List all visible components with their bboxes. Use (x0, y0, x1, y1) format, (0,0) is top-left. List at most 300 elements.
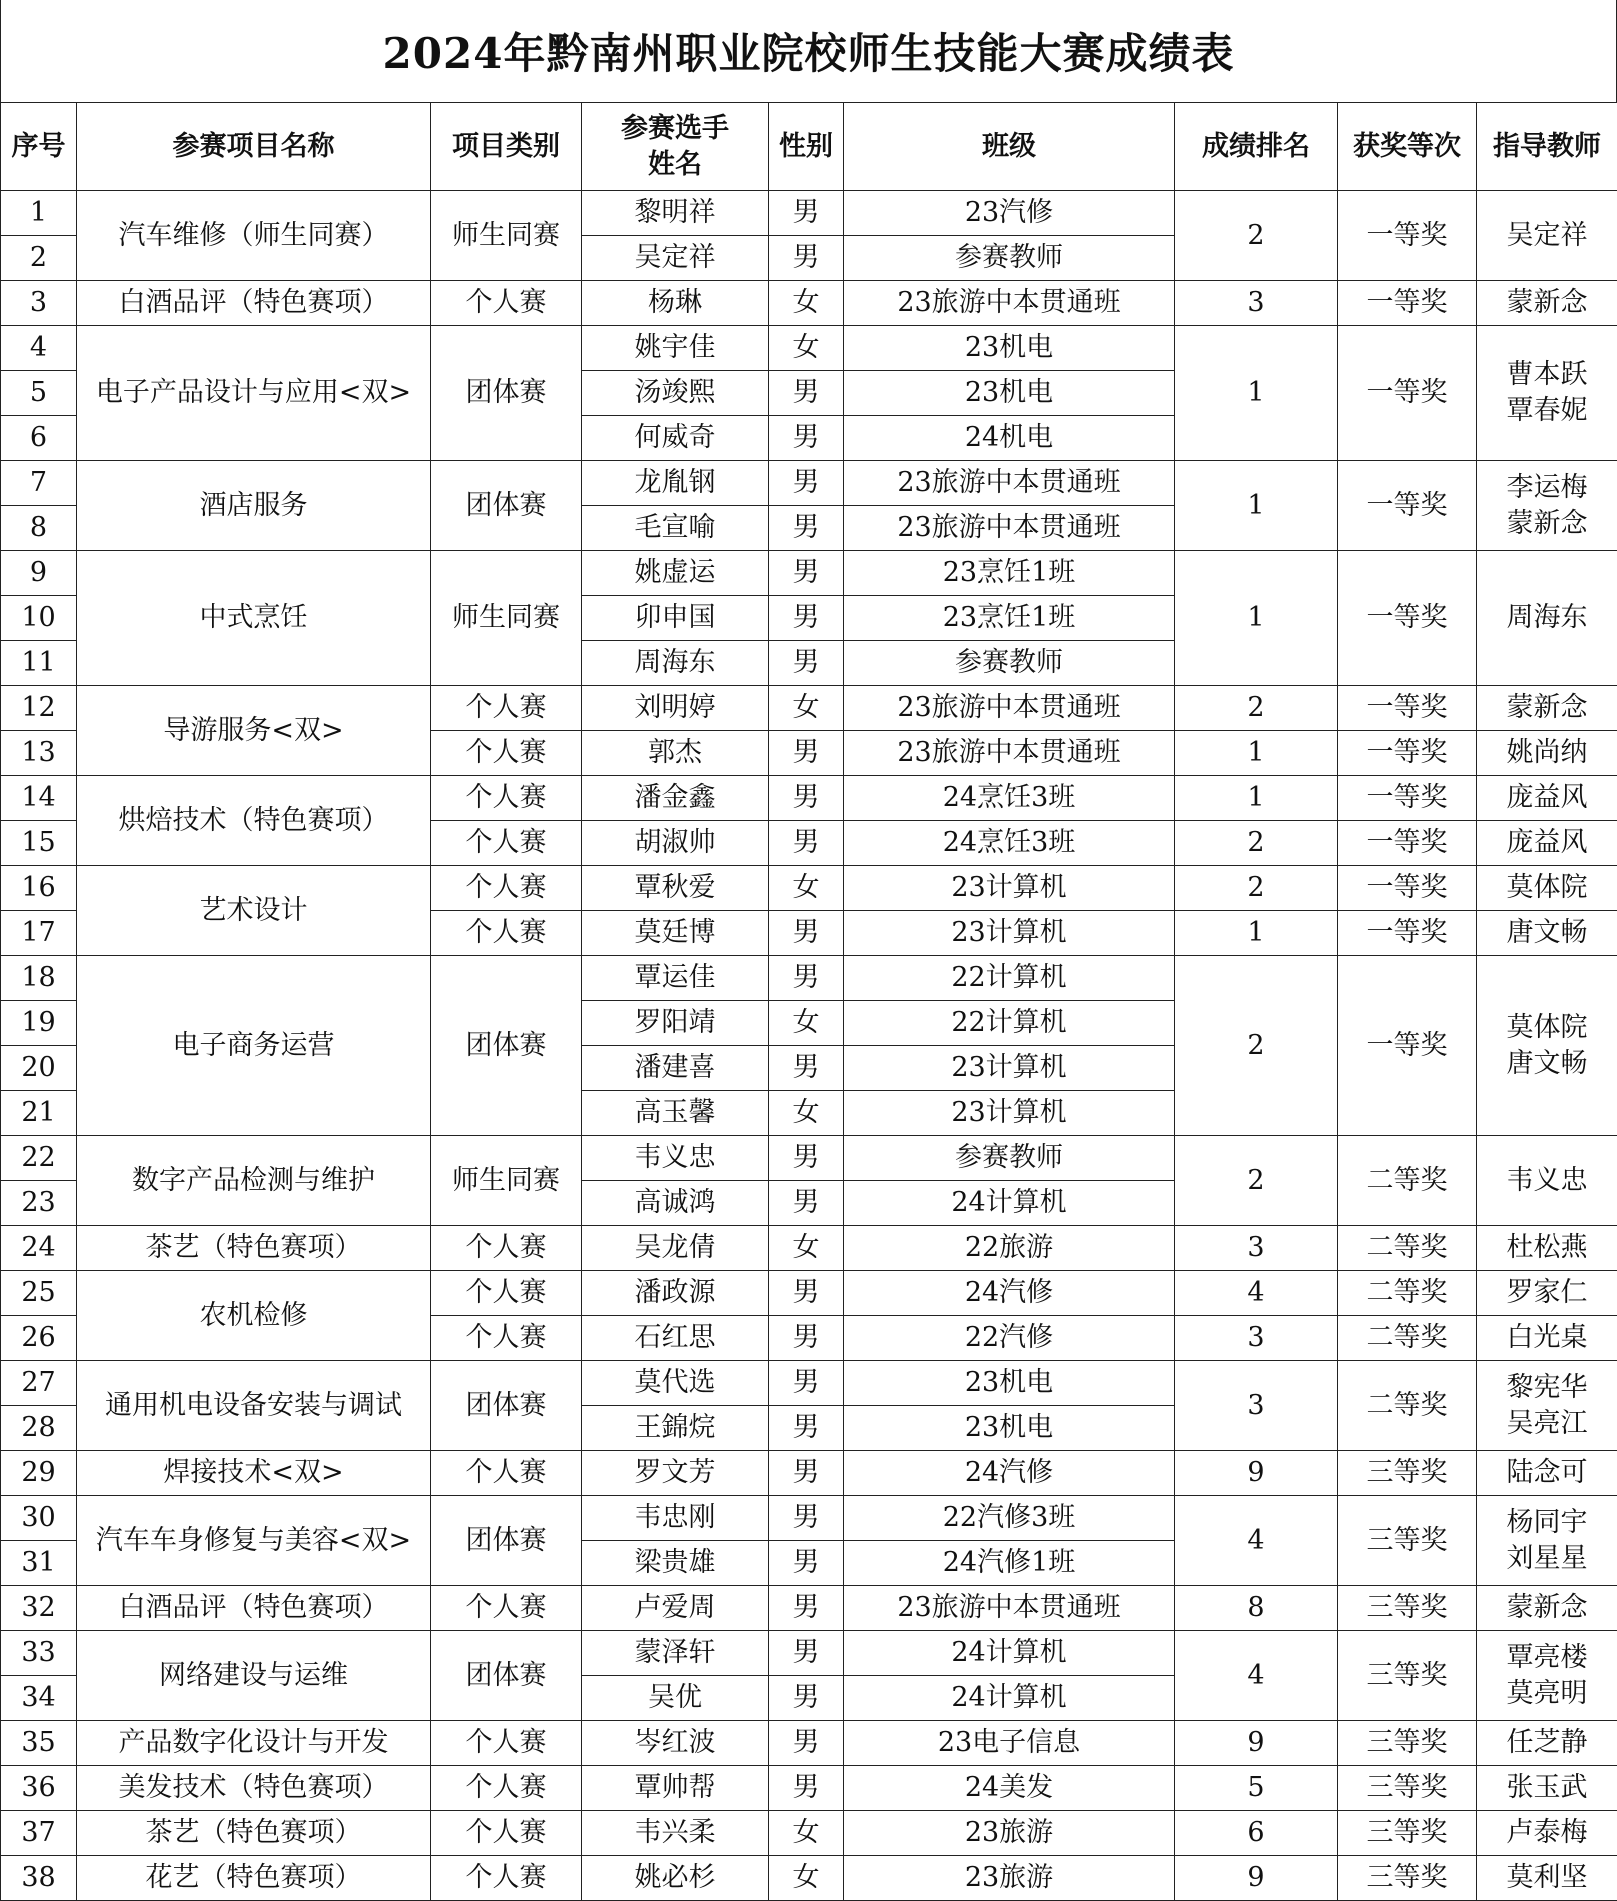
rank-cell: 3 (1175, 281, 1338, 326)
class-cell: 23机电 (844, 1406, 1175, 1451)
project-cell: 农机检修 (77, 1271, 431, 1361)
name-cell: 王錦烷 (582, 1406, 769, 1451)
name-cell: 黎明祥 (582, 191, 769, 236)
teacher-cell: 罗家仁 (1477, 1271, 1617, 1316)
award-cell: 一等奖 (1338, 731, 1477, 776)
table-row (1, 1856, 1617, 1901)
project-cell: 白酒品评（特色赛项） (77, 1586, 431, 1631)
project-cell: 产品数字化设计与开发 (77, 1721, 431, 1766)
seq-cell: 37 (1, 1811, 77, 1856)
class-cell: 23旅游中本贯通班 (844, 1586, 1175, 1631)
class-cell: 22计算机 (844, 1001, 1175, 1046)
rank-cell: 6 (1175, 1811, 1338, 1856)
teacher-cell: 杜松燕 (1477, 1226, 1617, 1271)
name-cell: 毛宣喻 (582, 506, 769, 551)
name-cell: 姚宇佳 (582, 326, 769, 371)
name-cell: 韦义忠 (582, 1136, 769, 1181)
table-row (1, 1811, 1617, 1856)
class-cell: 24汽修1班 (844, 1541, 1175, 1586)
table-row (1, 686, 1617, 731)
project-cell: 美发技术（特色赛项） (77, 1766, 431, 1811)
award-cell: 一等奖 (1338, 191, 1477, 281)
category-cell: 个人赛 (431, 731, 582, 776)
seq-cell: 27 (1, 1361, 77, 1406)
seq-cell: 4 (1, 326, 77, 371)
seq-cell: 25 (1, 1271, 77, 1316)
class-cell: 23计算机 (844, 911, 1175, 956)
seq-cell: 33 (1, 1631, 77, 1676)
gender-cell: 男 (769, 1316, 844, 1361)
table-row (1, 1766, 1617, 1811)
class-cell: 23旅游中本贯通班 (844, 281, 1175, 326)
rank-cell: 2 (1175, 1136, 1338, 1226)
seq-cell: 35 (1, 1721, 77, 1766)
award-cell: 三等奖 (1338, 1631, 1477, 1721)
category-cell: 个人赛 (431, 1316, 582, 1361)
table-row (1, 956, 1617, 1001)
category-cell: 个人赛 (431, 821, 582, 866)
project-cell: 中式烹饪 (77, 551, 431, 686)
gender-cell: 男 (769, 1541, 844, 1586)
header-gender: 性别 (769, 103, 844, 191)
teacher-cell: 吴定祥 (1477, 191, 1617, 281)
teacher-cell-line: 覃亮楼 (1506, 1641, 1588, 1673)
award-cell: 三等奖 (1338, 1451, 1477, 1496)
gender-cell: 男 (769, 1181, 844, 1226)
gender-cell: 男 (769, 641, 844, 686)
name-cell: 潘金鑫 (582, 776, 769, 821)
teacher-cell-line: 黎宪华 (1506, 1371, 1588, 1403)
rank-cell: 2 (1175, 956, 1338, 1136)
category-cell: 个人赛 (431, 1451, 582, 1496)
project-cell: 导游服务<双> (77, 686, 431, 776)
seq-cell: 18 (1, 956, 77, 1001)
rank-cell: 9 (1175, 1721, 1338, 1766)
name-cell: 刘明婷 (582, 686, 769, 731)
teacher-cell: 姚尚纳 (1477, 731, 1617, 776)
award-cell: 一等奖 (1338, 956, 1477, 1136)
table-row (1, 281, 1617, 326)
award-cell: 一等奖 (1338, 821, 1477, 866)
teacher-cell (1477, 461, 1617, 551)
gender-cell: 男 (769, 1496, 844, 1541)
teacher-cell: 卢泰梅 (1477, 1811, 1617, 1856)
gender-cell: 男 (769, 1586, 844, 1631)
seq-cell: 32 (1, 1586, 77, 1631)
table-row (1, 1496, 1617, 1541)
rank-cell: 2 (1175, 686, 1338, 731)
name-cell: 郭杰 (582, 731, 769, 776)
class-cell: 24烹饪3班 (844, 776, 1175, 821)
seq-cell: 21 (1, 1091, 77, 1136)
rank-cell: 2 (1175, 821, 1338, 866)
award-cell: 三等奖 (1338, 1586, 1477, 1631)
teacher-cell: 庞益风 (1477, 821, 1617, 866)
gender-cell: 男 (769, 1046, 844, 1091)
category-cell: 个人赛 (431, 1226, 582, 1271)
class-cell: 23计算机 (844, 1046, 1175, 1091)
gender-cell: 男 (769, 731, 844, 776)
project-cell: 艺术设计 (77, 866, 431, 956)
gender-cell: 女 (769, 1811, 844, 1856)
seq-cell: 26 (1, 1316, 77, 1361)
gender-cell: 男 (769, 1766, 844, 1811)
teacher-cell: 周海东 (1477, 551, 1617, 686)
gender-cell: 男 (769, 1676, 844, 1721)
rank-cell: 4 (1175, 1496, 1338, 1586)
teacher-cell-line: 莫体院 (1506, 1011, 1588, 1043)
seq-cell: 31 (1, 1541, 77, 1586)
header-class: 班级 (844, 103, 1175, 191)
project-cell: 茶艺（特色赛项） (77, 1226, 431, 1271)
gender-cell: 男 (769, 236, 844, 281)
class-cell: 23电子信息 (844, 1721, 1175, 1766)
project-cell: 电子产品设计与应用<双> (77, 326, 431, 461)
rank-cell: 9 (1175, 1856, 1338, 1901)
project-cell: 电子商务运营 (77, 956, 431, 1136)
seq-cell: 16 (1, 866, 77, 911)
category-cell: 团体赛 (431, 1496, 582, 1586)
gender-cell: 男 (769, 1406, 844, 1451)
project-cell: 汽车车身修复与美容<双> (77, 1496, 431, 1586)
seq-cell: 38 (1, 1856, 77, 1901)
category-cell: 团体赛 (431, 1631, 582, 1721)
teacher-cell-line: 刘星星 (1506, 1542, 1588, 1574)
seq-cell: 20 (1, 1046, 77, 1091)
name-cell: 卢爱周 (582, 1586, 769, 1631)
category-cell: 个人赛 (431, 1586, 582, 1631)
gender-cell: 男 (769, 1361, 844, 1406)
award-cell: 二等奖 (1338, 1226, 1477, 1271)
gender-cell: 男 (769, 461, 844, 506)
name-cell: 汤竣熙 (582, 371, 769, 416)
award-cell: 一等奖 (1338, 911, 1477, 956)
results-table (0, 102, 1617, 1901)
seq-cell: 30 (1, 1496, 77, 1541)
category-cell: 个人赛 (431, 1856, 582, 1901)
name-cell: 岑红波 (582, 1721, 769, 1766)
header-name-line1: 参赛选手 (621, 112, 729, 144)
sheet-title: 2024年黔南州职业院校师生技能大赛成绩表 (0, 0, 1617, 102)
category-cell: 个人赛 (431, 281, 582, 326)
seq-cell: 19 (1, 1001, 77, 1046)
gender-cell: 男 (769, 596, 844, 641)
class-cell: 24计算机 (844, 1631, 1175, 1676)
category-cell: 团体赛 (431, 1361, 582, 1451)
rank-cell: 1 (1175, 731, 1338, 776)
category-cell: 个人赛 (431, 911, 582, 956)
category-cell: 师生同赛 (431, 551, 582, 686)
rank-cell: 1 (1175, 326, 1338, 461)
award-cell: 二等奖 (1338, 1361, 1477, 1451)
gender-cell: 男 (769, 1721, 844, 1766)
class-cell: 23旅游中本贯通班 (844, 461, 1175, 506)
seq-cell: 9 (1, 551, 77, 596)
table-row (1, 1136, 1617, 1181)
gender-cell: 女 (769, 326, 844, 371)
class-cell: 24计算机 (844, 1181, 1175, 1226)
teacher-cell-line: 曹本跃 (1506, 359, 1588, 390)
seq-cell: 5 (1, 371, 77, 416)
class-cell: 参赛教师 (844, 1136, 1175, 1181)
table-row (1, 1721, 1617, 1766)
award-cell: 一等奖 (1338, 551, 1477, 686)
gender-cell: 女 (769, 1001, 844, 1046)
category-cell: 师生同赛 (431, 191, 582, 281)
project-cell: 汽车维修（师生同赛） (77, 191, 431, 281)
gender-cell: 男 (769, 956, 844, 1001)
class-cell: 24烹饪3班 (844, 821, 1175, 866)
seq-cell: 2 (1, 236, 77, 281)
seq-cell: 22 (1, 1136, 77, 1181)
teacher-cell: 陆念可 (1477, 1451, 1617, 1496)
category-cell: 团体赛 (431, 461, 582, 551)
teacher-cell (1477, 326, 1617, 461)
class-cell: 23机电 (844, 326, 1175, 371)
class-cell: 23汽修 (844, 191, 1175, 236)
teacher-cell-line: 莫亮明 (1506, 1677, 1588, 1709)
header-row (1, 103, 1617, 191)
name-cell: 石红思 (582, 1316, 769, 1361)
seq-cell: 10 (1, 596, 77, 641)
award-cell: 三等奖 (1338, 1766, 1477, 1811)
name-cell: 潘建喜 (582, 1046, 769, 1091)
award-cell: 三等奖 (1338, 1496, 1477, 1586)
rank-cell: 1 (1175, 461, 1338, 551)
seq-cell: 24 (1, 1226, 77, 1271)
seq-cell: 6 (1, 416, 77, 461)
class-cell: 22计算机 (844, 956, 1175, 1001)
name-cell: 覃秋爱 (582, 866, 769, 911)
teacher-cell: 任芝静 (1477, 1721, 1617, 1766)
seq-cell: 12 (1, 686, 77, 731)
seq-cell: 28 (1, 1406, 77, 1451)
gender-cell: 女 (769, 686, 844, 731)
award-cell: 二等奖 (1338, 1136, 1477, 1226)
award-cell: 一等奖 (1338, 281, 1477, 326)
name-cell: 罗文芳 (582, 1451, 769, 1496)
table-row (1, 461, 1617, 506)
name-cell: 姚必杉 (582, 1856, 769, 1901)
teacher-cell (1477, 1631, 1617, 1721)
category-cell: 个人赛 (431, 1271, 582, 1316)
award-cell: 三等奖 (1338, 1856, 1477, 1901)
name-cell: 何威奇 (582, 416, 769, 461)
award-cell: 一等奖 (1338, 461, 1477, 551)
class-cell: 24汽修 (844, 1451, 1175, 1496)
teacher-cell-line: 吴亮江 (1506, 1407, 1588, 1439)
gender-cell: 女 (769, 1091, 844, 1136)
rank-cell: 9 (1175, 1451, 1338, 1496)
project-cell: 通用机电设备安装与调试 (77, 1361, 431, 1451)
name-cell: 高诚鸿 (582, 1181, 769, 1226)
name-cell: 吴定祥 (582, 236, 769, 281)
name-cell: 韦兴柔 (582, 1811, 769, 1856)
name-cell: 吴优 (582, 1676, 769, 1721)
seq-cell: 1 (1, 191, 77, 236)
rank-cell: 3 (1175, 1316, 1338, 1361)
rank-cell: 2 (1175, 191, 1338, 281)
project-cell: 数字产品检测与维护 (77, 1136, 431, 1226)
gender-cell: 女 (769, 1856, 844, 1901)
class-cell: 23旅游 (844, 1856, 1175, 1901)
name-cell: 潘政源 (582, 1271, 769, 1316)
project-cell: 网络建设与运维 (77, 1631, 431, 1721)
rank-cell: 1 (1175, 776, 1338, 821)
name-cell: 卯申国 (582, 596, 769, 641)
teacher-cell: 蒙新念 (1477, 1586, 1617, 1631)
rank-cell: 1 (1175, 551, 1338, 686)
gender-cell: 男 (769, 191, 844, 236)
table-row (1, 551, 1617, 596)
seq-cell: 17 (1, 911, 77, 956)
header-award: 获奖等次 (1338, 103, 1477, 191)
class-cell: 23旅游 (844, 1811, 1175, 1856)
class-cell: 23旅游中本贯通班 (844, 506, 1175, 551)
teacher-cell: 蒙新念 (1477, 686, 1617, 731)
category-cell: 团体赛 (431, 956, 582, 1136)
gender-cell: 女 (769, 1226, 844, 1271)
class-cell: 23机电 (844, 371, 1175, 416)
teacher-cell: 白光桌 (1477, 1316, 1617, 1361)
teacher-cell: 蒙新念 (1477, 281, 1617, 326)
name-cell: 姚虚运 (582, 551, 769, 596)
teacher-cell: 张玉武 (1477, 1766, 1617, 1811)
gender-cell: 男 (769, 821, 844, 866)
gender-cell: 女 (769, 866, 844, 911)
teacher-cell: 唐文畅 (1477, 911, 1617, 956)
gender-cell: 男 (769, 416, 844, 461)
name-cell: 杨琳 (582, 281, 769, 326)
name-cell: 莫廷博 (582, 911, 769, 956)
gender-cell: 男 (769, 1631, 844, 1676)
seq-cell: 7 (1, 461, 77, 506)
project-cell: 白酒品评（特色赛项） (77, 281, 431, 326)
class-cell: 参赛教师 (844, 641, 1175, 686)
award-cell: 一等奖 (1338, 866, 1477, 911)
teacher-cell (1477, 1361, 1617, 1451)
table-row (1, 326, 1617, 371)
award-cell: 二等奖 (1338, 1271, 1477, 1316)
rank-cell: 4 (1175, 1271, 1338, 1316)
table-row (1, 1271, 1617, 1316)
class-cell: 23计算机 (844, 866, 1175, 911)
rank-cell: 3 (1175, 1361, 1338, 1451)
category-cell: 个人赛 (431, 1766, 582, 1811)
rank-cell: 8 (1175, 1586, 1338, 1631)
class-cell: 24机电 (844, 416, 1175, 461)
seq-cell: 34 (1, 1676, 77, 1721)
award-cell: 二等奖 (1338, 1316, 1477, 1361)
table-row (1, 1451, 1617, 1496)
gender-cell: 男 (769, 776, 844, 821)
teacher-cell (1477, 956, 1617, 1136)
seq-cell: 23 (1, 1181, 77, 1226)
class-cell: 23旅游中本贯通班 (844, 686, 1175, 731)
gender-cell: 男 (769, 1451, 844, 1496)
teacher-cell-line: 唐文畅 (1506, 1047, 1588, 1079)
award-cell: 一等奖 (1338, 776, 1477, 821)
project-cell: 茶艺（特色赛项） (77, 1811, 431, 1856)
table-row (1, 1226, 1617, 1271)
seq-cell: 3 (1, 281, 77, 326)
header-name (582, 103, 769, 191)
rank-cell: 3 (1175, 1226, 1338, 1271)
class-cell: 24汽修 (844, 1271, 1175, 1316)
name-cell: 梁贵雄 (582, 1541, 769, 1586)
header-name-line2: 姓名 (648, 148, 702, 180)
name-cell: 吴龙倩 (582, 1226, 769, 1271)
name-cell: 罗阳靖 (582, 1001, 769, 1046)
table-row (1, 191, 1617, 236)
header-rank: 成绩排名 (1175, 103, 1338, 191)
header-project: 参赛项目名称 (77, 103, 431, 191)
name-cell: 韦忠刚 (582, 1496, 769, 1541)
award-cell: 一等奖 (1338, 326, 1477, 461)
table-body (1, 191, 1617, 1901)
gender-cell: 男 (769, 1271, 844, 1316)
gender-cell: 男 (769, 911, 844, 956)
table-row (1, 1586, 1617, 1631)
class-cell: 23计算机 (844, 1091, 1175, 1136)
category-cell: 个人赛 (431, 1811, 582, 1856)
category-cell: 个人赛 (431, 686, 582, 731)
seq-cell: 8 (1, 506, 77, 551)
project-cell: 酒店服务 (77, 461, 431, 551)
project-cell: 花艺（特色赛项） (77, 1856, 431, 1901)
teacher-cell (1477, 1496, 1617, 1586)
seq-cell: 13 (1, 731, 77, 776)
teacher-cell: 韦义忠 (1477, 1136, 1617, 1226)
name-cell: 蒙泽轩 (582, 1631, 769, 1676)
class-cell: 23旅游中本贯通班 (844, 731, 1175, 776)
project-cell: 烘焙技术（特色赛项） (77, 776, 431, 866)
seq-cell: 14 (1, 776, 77, 821)
category-cell: 师生同赛 (431, 1136, 582, 1226)
award-cell: 三等奖 (1338, 1721, 1477, 1766)
category-cell: 个人赛 (431, 866, 582, 911)
name-cell: 莫代选 (582, 1361, 769, 1406)
seq-cell: 15 (1, 821, 77, 866)
class-cell: 22汽修 (844, 1316, 1175, 1361)
teacher-cell: 莫体院 (1477, 866, 1617, 911)
category-cell: 团体赛 (431, 326, 582, 461)
teacher-cell: 莫利坚 (1477, 1856, 1617, 1901)
header-seq: 序号 (1, 103, 77, 191)
class-cell: 22旅游 (844, 1226, 1175, 1271)
teacher-cell: 庞益风 (1477, 776, 1617, 821)
name-cell: 胡淑帅 (582, 821, 769, 866)
header-category: 项目类别 (431, 103, 582, 191)
project-cell: 焊接技术<双> (77, 1451, 431, 1496)
gender-cell: 男 (769, 371, 844, 416)
seq-cell: 29 (1, 1451, 77, 1496)
class-cell: 22汽修3班 (844, 1496, 1175, 1541)
name-cell: 高玉馨 (582, 1091, 769, 1136)
teacher-cell-line: 李运梅 (1506, 471, 1588, 503)
teacher-cell-line: 覃春妮 (1506, 395, 1588, 426)
name-cell: 覃帅帮 (582, 1766, 769, 1811)
gender-cell: 女 (769, 281, 844, 326)
name-cell: 周海东 (582, 641, 769, 686)
table-row (1, 1361, 1617, 1406)
class-cell: 24美发 (844, 1766, 1175, 1811)
category-cell: 个人赛 (431, 1721, 582, 1766)
rank-cell: 5 (1175, 1766, 1338, 1811)
award-cell: 一等奖 (1338, 686, 1477, 731)
class-cell: 23烹饪1班 (844, 596, 1175, 641)
class-cell: 23机电 (844, 1361, 1175, 1406)
